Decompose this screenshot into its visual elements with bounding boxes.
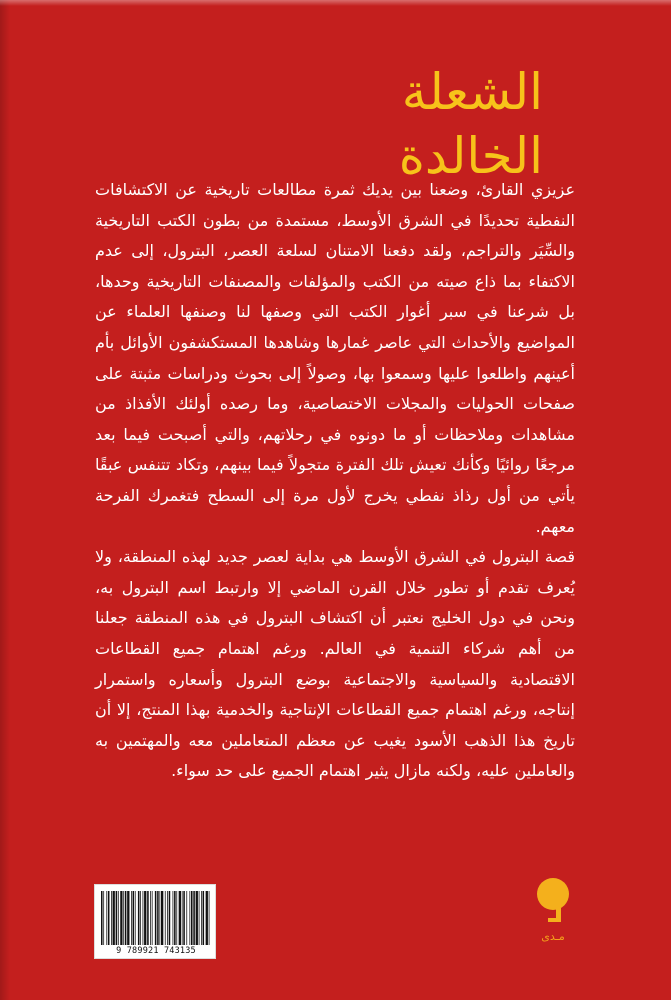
cover-edge-shadow bbox=[0, 0, 10, 1000]
back-cover-blurb bbox=[95, 175, 575, 787]
barcode-bar bbox=[201, 891, 202, 945]
barcode-bar bbox=[113, 891, 115, 945]
barcode-bar bbox=[123, 891, 124, 945]
barcode-bar bbox=[169, 891, 171, 945]
book-title-line-2: الخالدة bbox=[398, 127, 543, 185]
barcode-bar bbox=[182, 891, 183, 945]
blurb-paragraph-1: عزيزي القارئ، وضعنا بين يديك ثمرة مطالعات تاريخية عن الاكتشافات النفطية تحديدًا في الشرق الأوسط، مستمدة من بطون الكتب التاريخية والسِّيَر والتراجم، ولقد دفعنا الامتنان لسلعة العصر، البترول، إلى عدم الاكتفاء بما ذاع صيته من الكتب والمؤلفات والمصنفات التاريخية وحدها، بل شرعنا في سبر أغوار الكتب التي وصفها لنا وصنفها العلماء عن المواضيع والأحداث التي عاصر غمارها وشاهدها المستكشفون الأوائل بأم أعينهم واطلعوا عليها وسمعوا بها، وصولاً إلى بحوث ودراسات مثبتة على صفحات الحوليات والمجلات الاختصاصية، وما رصده أولئك الأفذاذ من مشاهدات وملاحظات أو ما دونوه في رحلاتهم، والتي أصبحت فيما بعد مرجعًا روائيًا وكأنك تعيش تلك الفترة متجولاً فيما بينهم، وتكاد تتنفس عبقًا يأتي من أول رذاذ نفطي يخرج لأول مرة إلى السطح فتغمرك الفرحة معهم. bbox=[95, 180, 575, 536]
barcode-bar bbox=[133, 891, 135, 945]
barcode-bar bbox=[174, 891, 176, 945]
barcode-bar bbox=[101, 891, 103, 945]
barcode-bar bbox=[138, 891, 140, 945]
barcode-bar bbox=[106, 891, 107, 945]
barcode-bar bbox=[199, 891, 200, 945]
barcode-bar bbox=[186, 891, 187, 945]
barcode-bar bbox=[150, 891, 151, 945]
barcode-bar bbox=[111, 891, 112, 945]
barcode-bar bbox=[103, 891, 104, 945]
publisher-logo-text: مـدى bbox=[541, 930, 565, 943]
isbn-barcode bbox=[94, 884, 216, 959]
barcode-bar bbox=[118, 891, 119, 945]
barcode-bar bbox=[161, 891, 163, 945]
publisher-logo bbox=[528, 872, 578, 952]
barcode-bar bbox=[206, 891, 208, 945]
barcode-bar bbox=[167, 891, 168, 945]
book-title bbox=[163, 60, 543, 188]
barcode-bar bbox=[193, 891, 195, 945]
barcode-bar bbox=[120, 891, 122, 945]
barcode-bar bbox=[179, 891, 181, 945]
barcode-bar bbox=[189, 891, 190, 945]
barcode-bar bbox=[183, 891, 185, 945]
barcode-bar bbox=[191, 891, 193, 945]
barcode-bar bbox=[147, 891, 149, 945]
barcode-bar bbox=[140, 891, 141, 945]
barcode-bar bbox=[152, 891, 153, 945]
isbn-number: 9 789921 743135 bbox=[116, 946, 196, 956]
barcode-bars bbox=[101, 891, 211, 945]
barcode-bar bbox=[127, 891, 129, 945]
publisher-logo-icon bbox=[528, 872, 578, 932]
barcode-bar bbox=[116, 891, 118, 945]
barcode-bar bbox=[143, 891, 144, 945]
barcode-bar bbox=[203, 891, 205, 945]
book-title-line-1: الشعلة bbox=[401, 63, 543, 121]
barcode-bar bbox=[209, 891, 210, 945]
cover-top-edge bbox=[0, 0, 671, 6]
barcode-bar bbox=[165, 891, 166, 945]
barcode-bar bbox=[135, 891, 136, 945]
barcode-bar bbox=[125, 891, 127, 945]
barcode-bar bbox=[159, 891, 160, 945]
barcode-bar bbox=[173, 891, 174, 945]
barcode-bar bbox=[196, 891, 198, 945]
barcode-bar bbox=[157, 891, 159, 945]
barcode-bar bbox=[176, 891, 177, 945]
barcode-bar bbox=[144, 891, 146, 945]
barcode-bar bbox=[108, 891, 110, 945]
barcode-bar bbox=[155, 891, 157, 945]
blurb-paragraph-2: قصة البترول في الشرق الأوسط هي بداية لعصر جديد لهذه المنطقة، ولا يُعرف تقدم أو تطور خلال القرن الماضي إلا وارتبط اسم البترول به، ونحن في دول الخليج نعتبر أن اكتشاف البترول في هذه المنطقة جعلنا من أهم شركاء التنمية في العالم. ورغم اهتمام جميع القطاعات الاقتصادية والسياسية والاجتماعية بوضع البترول وأسعاره واستمرار إنتاجه، ورغم اهتمام جميع القطاعات الإنتاجية والخدمية بهذا المنتج، إلا أن تاريخ هذا الذهب الأسود يغيب عن معظم المتعاملين معه والمهتمين به والعاملين عليه، ولكنه مازال يثير اهتمام الجميع على حد سواء. bbox=[95, 547, 575, 781]
barcode-bar bbox=[131, 891, 132, 945]
